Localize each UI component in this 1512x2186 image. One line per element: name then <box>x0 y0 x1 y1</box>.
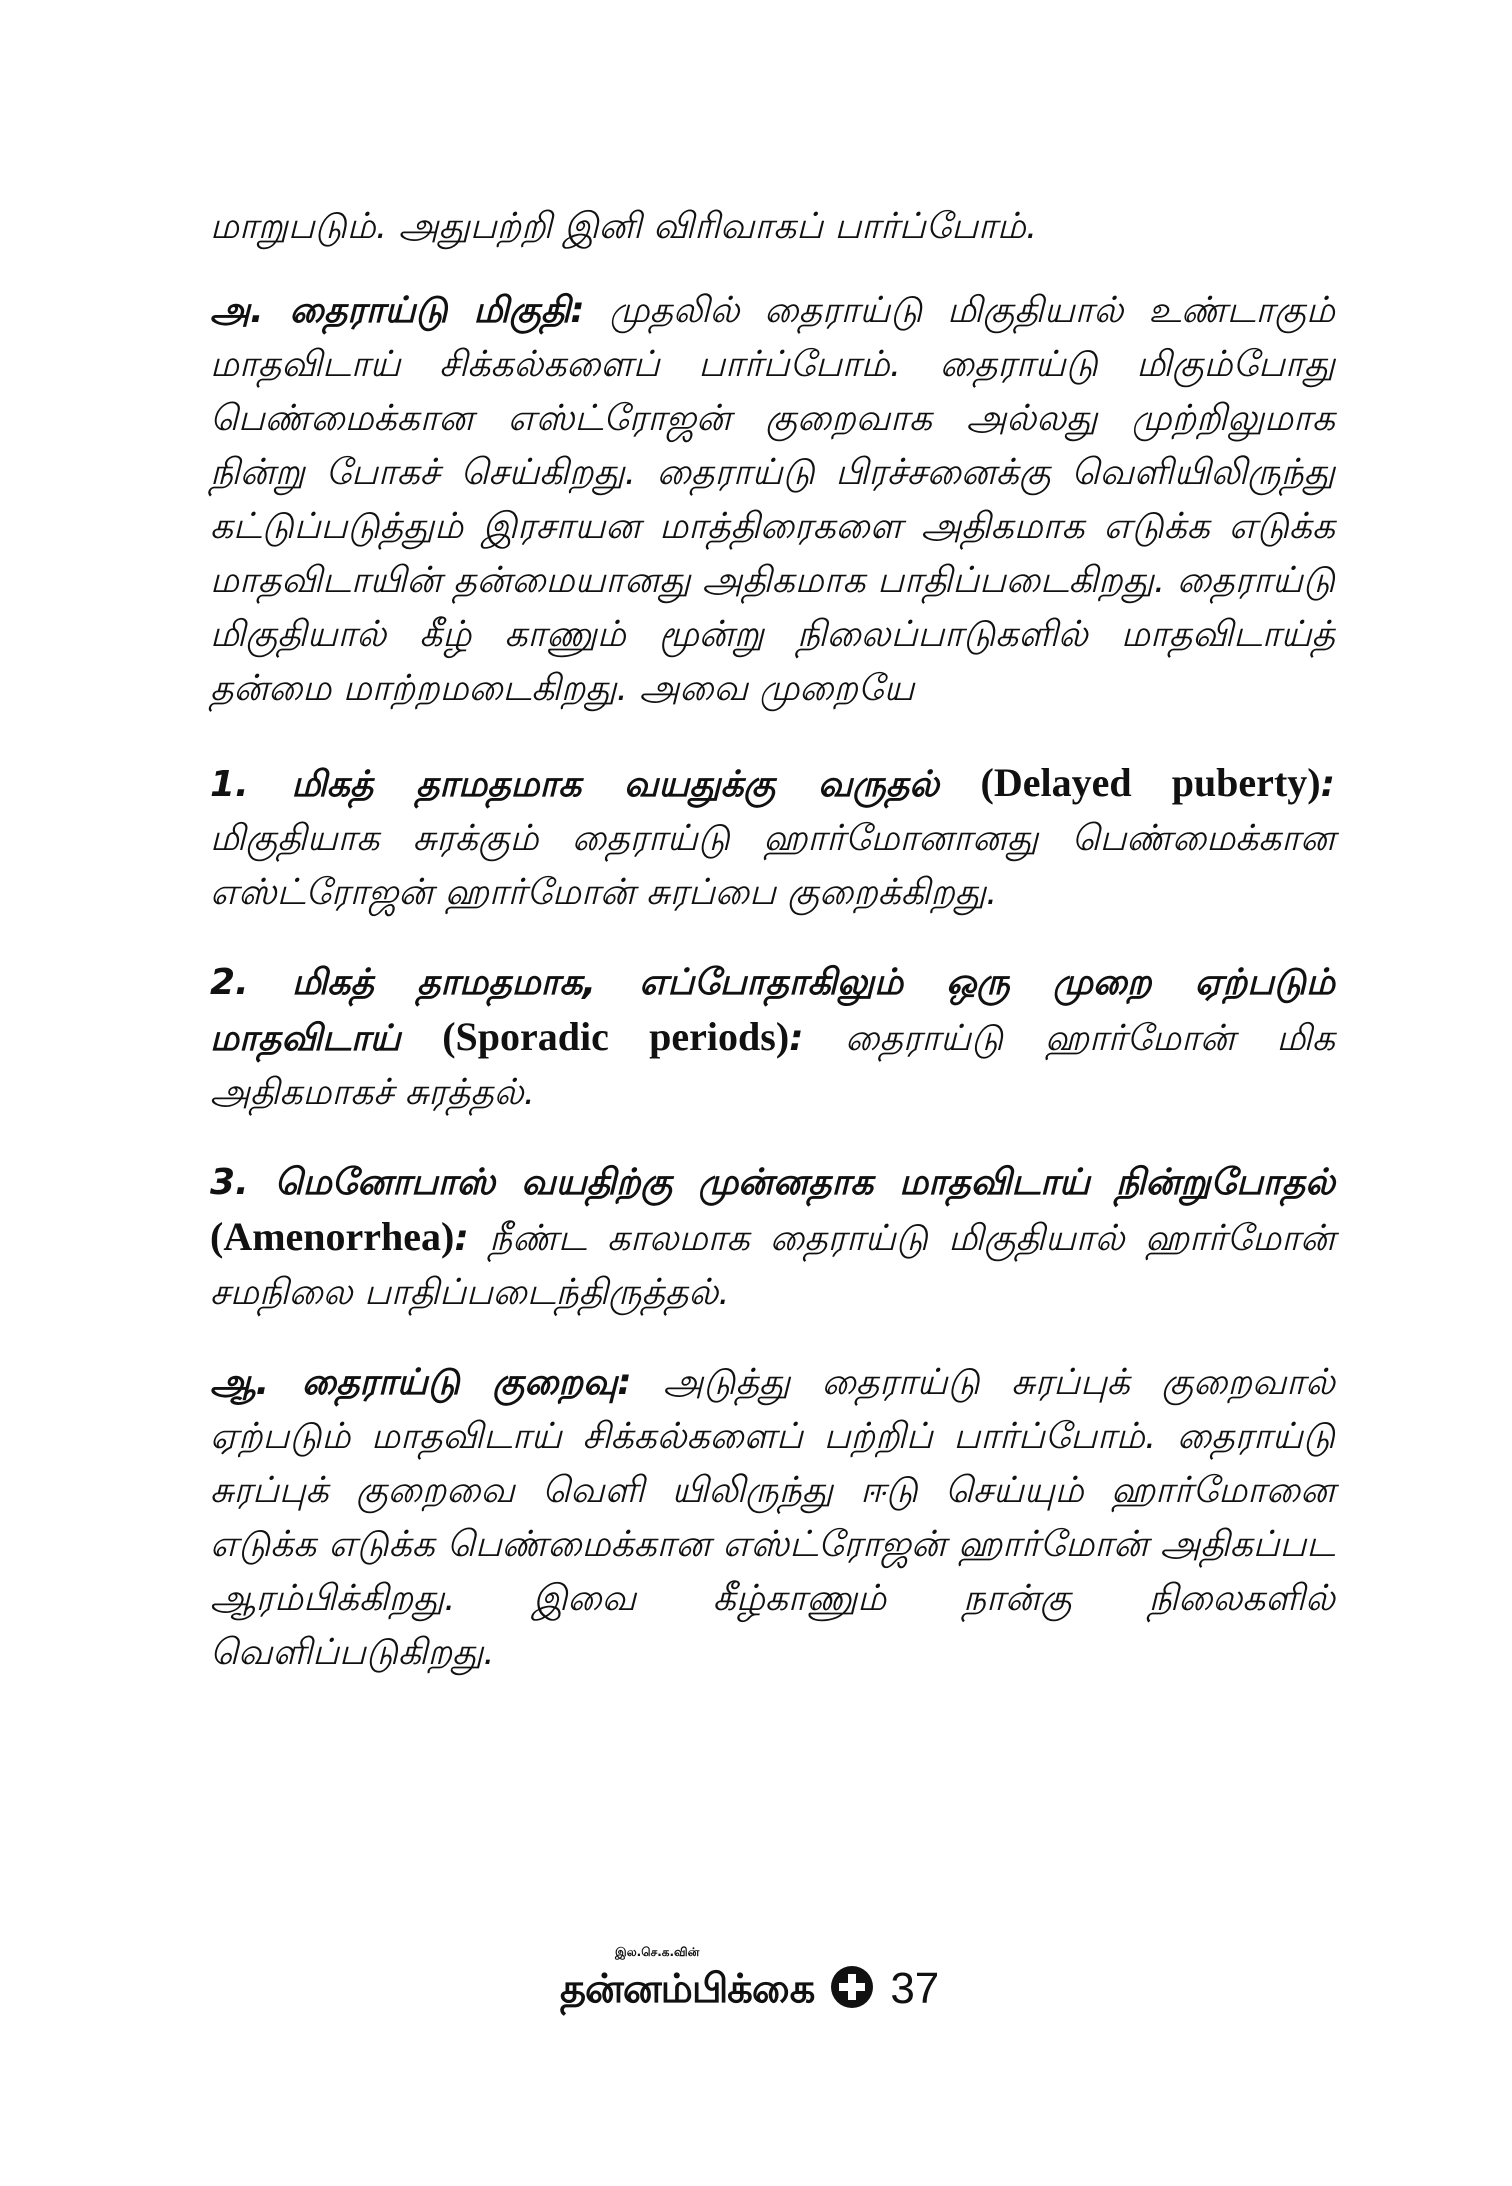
plus-circle-icon <box>830 1965 874 2009</box>
logo-small-text: இல.செ.க.வின் <box>615 1945 700 1959</box>
page-body <box>210 200 1335 1720</box>
section-a-paragraph <box>210 284 1335 716</box>
list-item <box>210 956 1335 1120</box>
magazine-logo <box>560 1945 814 2013</box>
section-a-text: முதலில் தைராய்டு மிகுதியால் உண்டாகும் மாதவிடாய் சிக்கல்களைப் பார்ப்போம். தைராய்டு மிகும்போது பெண்மைக்கான எஸ்ட்ரோஜன் குறைவாக அல்லது முற்றிலுமாக நின்று போகச் செய்கிறது. தைராய்டு பிரச்சனைக்கு வெளியிலிருந்து கட்டுப்படுத்தும் இரசாயன மாத்திரைகளை அதிகமாக எடுக்க எடுக்க மாதவிடாயின் தன்மையானது அதிகமாக பாதிப்படைகிறது. தைராய்டு மிகுதியால் கீழ் காணும் மூன்று நிலைப்பாடுகளில் மாதவிடாய்த் தன்மை மாற்றமடைகிறது. அவை முறையே <box>210 290 1335 709</box>
item-1-english: (Delayed puberty) <box>980 760 1321 805</box>
section-b-heading: ஆ. தைராய்டு குறைவு: <box>210 1362 632 1403</box>
item-3-text: நீண்ட காலமாக தைராய்டு மிகுதியால் ஹார்மோன் சமநிலை பாதிப்படைந்திருத்தல். <box>210 1218 1335 1313</box>
item-1-colon: : <box>1320 764 1335 805</box>
item-2-english: (Sporadic periods) <box>442 1014 790 1059</box>
item-2-text: தைராய்டு ஹார்மோன் மிக அதிகமாகச் சுரத்தல். <box>210 1018 1336 1113</box>
list-item <box>210 1156 1335 1320</box>
section-b-text: அடுத்து தைராய்டு சுரப்புக் குறைவால் ஏற்படும் மாதவிடாய் சிக்கல்களைப் பற்றிப் பார்ப்போம். தைராய்டு சுரப்புக் குறைவை வெளி யிலிருந்து ஈடு செய்யும் ஹார்மோனை எடுக்க எடுக்க பெண்மைக்கான எஸ்ட்ரோஜன் ஹார்மோன் அதிகப்பட ஆரம்பிக்கிறது. இவை கீழ்காணும் நான்கு நிலைகளில் வெளிப்படுகிறது. <box>210 1362 1335 1673</box>
item-2-colon: : <box>789 1018 804 1059</box>
item-3-heading: 3. மெனோபாஸ் வயதிற்கு முன்னதாக மாதவிடாய் நின்றுபோதல் <box>210 1162 1335 1203</box>
page-footer <box>560 1945 939 2013</box>
item-3-colon: : <box>454 1218 469 1259</box>
lead-paragraph: மாறுபடும். அதுபற்றி இனி விரிவாகப் பார்ப்போம். <box>210 206 1038 247</box>
section-a-heading: அ. தைராய்டு மிகுதி: <box>210 290 585 331</box>
logo-text: தன்னம்பிக்கை <box>560 1966 815 2012</box>
item-2-heading: 2. மிகத் தாமதமாக, எப்போதாகிலும் ஒரு முறை ஏற்படும் மாதவிடாய் <box>210 962 1335 1059</box>
page-number: 37 <box>890 1964 940 2013</box>
item-3-english: (Amenorrhea) <box>210 1214 455 1259</box>
list-item <box>210 756 1335 920</box>
item-1-text: மிகுதியாக சுரக்கும் தைராய்டு ஹார்மோனானது பெண்மைக்கான எஸ்ட்ரோஜன் ஹார்மோன் சுரப்பை குறைக்கிறது. <box>210 818 1335 913</box>
item-1-heading: 1. மிகத் தாமதமாக வயதுக்கு வருதல் <box>210 764 940 805</box>
section-b-paragraph <box>210 1356 1335 1680</box>
